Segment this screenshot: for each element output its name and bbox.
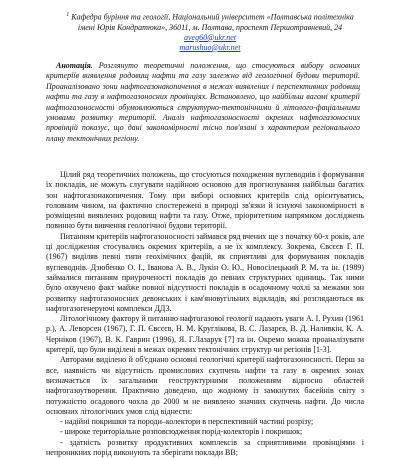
list-item: - здатність розвитку продуктивних комплексів за сприятливими провінціями і непроникних порід виконують та зберігати поклади ВВ; — [46, 437, 364, 458]
email-link[interactable]: marushuo@ukr.net — [179, 42, 241, 52]
email-link[interactable]: aveg60@ukr.net — [183, 32, 236, 42]
affiliation-line: імені Юрія Кондратюка», 36011, м. Полтава, проспект Першотравневий, 24 — [77, 22, 343, 32]
list-item: - широке територіальне розповсюдження порід-колекторів і покришок; — [60, 427, 303, 437]
abstract-label: Анотація. — [56, 61, 93, 70]
body-paragraph: Питанням критеріїв нафтогазоносності займався ряд вчених ще з початку 60-х років, але ці дослідження стосувались окремих критеріїв, а не їх комплексу. Зокрема, Євсєєв Г. П. (1967) виділяв певні типи геохімічних фацій, як сприятливі для формування покладів вуглеводнів. Дзюбенко О. І., Іванова А. В., Лукін О. Ю., Новосілецький Р. М. та ін. (1989) займалися питанням приуроченості покладів до певних структурних одиниць. Так ними було охвучено факт майже повної відсутності покладів в осадочному чохлі за межами зон розвитку нафтогазоносних девонських і кам'яновугільних відкладів, які розглядаються як нафтогазогенеруючі комплекси ДДЗ. — [46, 231, 364, 313]
abstract-text: Розглянуто теоретичні положення, що стосуються вибору основних критеріїв виявлення родовищ нафти та газу залежно від геологічної будови території. Проаналізовано зони нафтогазонакопичення в межах виявлених і перспективних родовищ нафти та газу в нафтогазоносних провінціях. Встановлено, що найбільш вагомі критерії нафтогазоносності обумовлюються структурно-тектонічними й літолого-фаціальними умовами розвитку території. Аналіз нафтогазоносності окремих нафтогазоносних провінцій показує, що дані закономірності тісно пов'язані з характером регіонального плану тектонічних регіону. — [46, 61, 361, 143]
article-body — [46, 170, 364, 458]
affiliation-block — [60, 10, 360, 53]
body-paragraph: Авторами виділено й об'єднано основні геологічні критерії нафтогазоносності. Перш за все, наявність чи відсутність промислових скупчень нафти та газу в окремих зонах визначається їх загальними геоструктурними положенням відносно областей нафтогазоутворення. Практично доведено, що жодному із замкнутих басейнів світу з потужністю осадового чохла до 2000 м не виявлено значних скупчень нафти. До числа основних літологічних умов слід віднести: — [46, 355, 364, 416]
list-item: - надійні покришки та породи–колектори в перспективній частині розрізу; — [60, 417, 314, 427]
body-paragraph: Літологічному фактору й питанню нафтогазової геології надають уваги А. І. Рухин (1961 р.), А. Леворсен (1967), Г. П. Євсєєв, Н. М. Круглікова, В. С. Лазарєв, В. Д. Наливкін, К. А. Черніков (1967), В. К. Гаврин (1996), Я. Г.Лазарук [7] та ін. Окремо можна проаналізувати критерії, що були виділені в межах окремих тектонічних структур чи регіонів [1-3]. — [46, 314, 364, 355]
affiliation-marker: 1 — [66, 12, 70, 18]
affiliation-line — [60, 10, 360, 23]
affiliation-text: Кафедра буріння та геології, Національний університет «Полтавська політехніка — [71, 12, 354, 22]
abstract-block — [46, 61, 360, 144]
criteria-list — [46, 417, 364, 458]
body-paragraph: Цілий ряд теоретичних положень, що стосуються походження вуглеводнів і формування їх покладів, не можуть слугувати надійною основою для прогнозування найбільш багатих зон нафтогазонакопичення. Тому при виборі основних критеріїв слід орієнтуватись, головним чином, на фактично спостережені в природі зв'язки й існуючі закономірності в розміщенні виявлених родовищ нафти та газу. Отже, пріоритетним напрямком досліджень повинно бути вивчення геологічної будови території. — [46, 170, 364, 231]
